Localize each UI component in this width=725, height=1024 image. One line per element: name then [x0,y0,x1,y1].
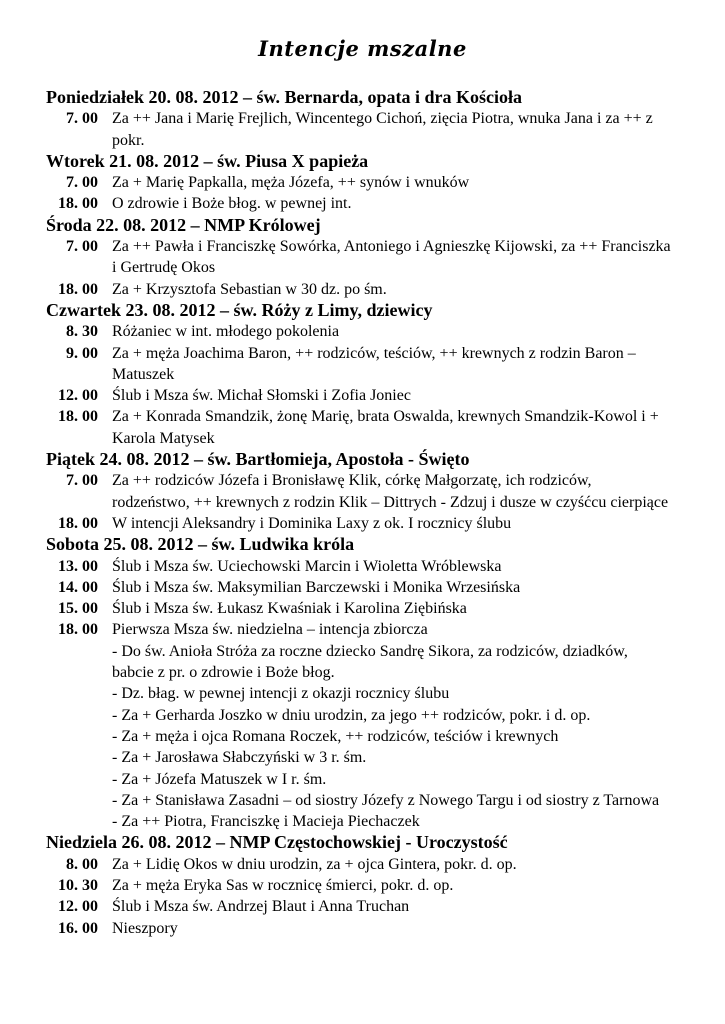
day-heading: Niedziela 26. 08. 2012 – NMP Częstochowskiej - Uroczystość [46,832,508,853]
mass-time: 8. 00 [66,855,98,873]
day-heading: Sobota 25. 08. 2012 – św. Ludwika króla [46,534,355,555]
intention-text: Za ++ Jana i Marię Frejlich, Wincentego Cichoń, zięcia Piotra, wnuka Jana i za ++ z pokr. [112,110,653,149]
intention-text-block [112,556,672,577]
mass-time: 7. 00 [66,110,98,128]
mass-time: 13. 00 [58,557,98,575]
mass-time: 7. 00 [66,472,98,490]
intention-text-block [112,108,672,151]
mass-time: 7. 00 [66,238,98,256]
intention-text-block [112,619,672,832]
intention-text: Ślub i Msza św. Michał Słomski i Zofia Joniec [112,387,411,405]
day-heading: Poniedziałek 20. 08. 2012 – św. Bernarda, opata i dra Kościoła [46,87,523,107]
mass-intention-entry [46,470,686,513]
page-title: Intencje mszalne [258,36,467,61]
mass-time: 18. 00 [58,195,98,213]
intention-text-block [112,193,672,214]
intention-text: Za ++ Pawła i Franciszkę Sowórka, Antoniego i Agnieszkę Kijowski, za ++ Franciszka i Gertrudę Okos [112,238,671,277]
mass-intention-entry [46,918,686,939]
sub-intention: - Za ++ Piotra, Franciszkę i Macieja Piechaczek [112,813,420,831]
sub-intention: - Do św. Anioła Stróża za roczne dziecko Sandrę Sikora, za rodziców, dziadków, babcie z pr. o zdrowie i Boże błog. [112,642,628,682]
day-heading: Wtorek 21. 08. 2012 – św. Piusa X papieża [46,150,369,171]
mass-intention-entry [46,385,686,406]
mass-intention-entry [46,854,686,875]
mass-intention-entry [46,598,686,619]
mass-intention-entry [46,321,686,342]
mass-time: 12. 00 [58,898,98,916]
mass-intention-entry [46,896,686,917]
intention-text-block [112,321,672,342]
mass-intention-entry [46,619,686,832]
mass-time: 18. 00 [58,514,98,532]
intention-text: Za + męża Joachima Baron, ++ rodziców, teściów, ++ krewnych z rodzin Baron – Matuszek [112,344,636,383]
intention-text: Za + Lidię Okos w dniu urodzin, za + ojca Gintera, pokr. d. op. [112,855,517,873]
sub-intention: - Za + Jarosława Słabczyński w 3 r. śm. [112,749,367,767]
intention-text: Ślub i Msza św. Łukasz Kwaśniak i Karolina Ziębińska [112,600,467,618]
intention-text-block [112,236,672,279]
intention-text-block [112,875,672,896]
mass-intention-entry [46,279,686,300]
mass-time: 12. 00 [58,387,98,405]
intention-text-block [112,598,672,619]
intention-text: Ślub i Msza św. Maksymilian Barczewski i Monika Wrzesińska [112,578,521,596]
mass-time: 18. 00 [58,280,98,298]
intention-text-block [112,470,672,513]
mass-intention-entry [46,556,686,577]
mass-intention-entry [46,513,686,534]
intention-text-block [112,343,672,386]
mass-intention-entry [46,577,686,598]
day-heading: Czwartek 23. 08. 2012 – św. Róży z Limy, dziewicy [46,299,433,320]
mass-time: 18. 00 [58,408,98,426]
sub-intention: - Za + Józefa Matuszek w I r. śm. [112,770,327,788]
intention-text-block [112,854,672,875]
intention-text: Ślub i Msza św. Andrzej Blaut i Anna Truchan [112,898,410,916]
mass-intention-entry [46,343,686,386]
intention-text: Za ++ rodziców Józefa i Bronisławę Klik, córkę Małgorzatę, ich rodziców, rodzeństwo, ++ krewnych z rodzin Klik – Dittrych - Zdzuj i dusze w czyśćcu cierpiące [112,472,669,511]
sub-intention: - Za + Stanisława Zasadni – od siostry Józefy z Nowego Targu i od siostry z Tarnowa [112,791,660,809]
intention-text: Ślub i Msza św. Uciechowski Marcin i Wioletta Wróblewska [112,557,502,575]
mass-time: 18. 00 [58,621,98,639]
mass-intention-entry [46,236,686,279]
intentions-list [46,87,686,939]
intention-text-block [112,896,672,917]
mass-intention-entry [46,172,686,193]
mass-time: 7. 00 [66,174,98,192]
intention-text: Nieszpory [112,919,178,937]
mass-time: 15. 00 [58,600,98,618]
intention-text-block [112,577,672,598]
intention-text-block [112,406,672,449]
intention-text: Za + Marię Papkalla, męża Józefa, ++ synów i wnuków [112,174,470,192]
intention-text: Za + Konrada Smandzik, żonę Marię, brata Oswalda, krewnych Smandzik-Kowol i + Karola Matysek [112,408,659,447]
mass-intention-entry [46,193,686,214]
sub-intention: - Za + męża i ojca Romana Roczek, ++ rodziców, teściów i krewnych [112,727,559,745]
day-heading: Piątek 24. 08. 2012 – św. Bartłomieja, Apostoła - Święto [46,449,470,470]
intention-text: Za + Krzysztofa Sebastian w 30 dz. po śm. [112,280,387,298]
intention-text: Pierwsza Msza św. niedzielna – intencja zbiorcza [112,621,428,639]
mass-intention-entry [46,406,686,449]
mass-time: 8. 30 [66,323,98,341]
intention-text-block [112,513,672,534]
mass-intention-entry [46,875,686,896]
intention-text-block [112,918,672,939]
intention-text-block [112,385,672,406]
intention-text: O zdrowie i Boże błog. w pewnej int. [112,195,352,213]
sub-intention: - Dz. błag. w pewnej intencji z okazji rocznicy ślubu [112,685,450,703]
intention-text: Za + męża Eryka Sas w rocznicę śmierci, pokr. d. op. [112,876,454,894]
intention-text: Różaniec w int. młodego pokolenia [112,323,340,341]
intention-text-block [112,279,672,300]
mass-time: 9. 00 [66,344,98,362]
mass-time: 14. 00 [58,578,98,596]
mass-intention-entry [46,108,686,151]
sub-intention: - Za + Gerharda Joszko w dniu urodzin, za jego ++ rodziców, pokr. i d. op. [112,706,591,724]
mass-time: 16. 00 [58,919,98,937]
day-heading: Środa 22. 08. 2012 – NMP Królowej [46,214,321,235]
mass-time: 10. 30 [58,876,98,894]
intention-text: W intencji Aleksandry i Dominika Laxy z ok. I rocznicy ślubu [112,514,512,532]
intention-text-block [112,172,672,193]
